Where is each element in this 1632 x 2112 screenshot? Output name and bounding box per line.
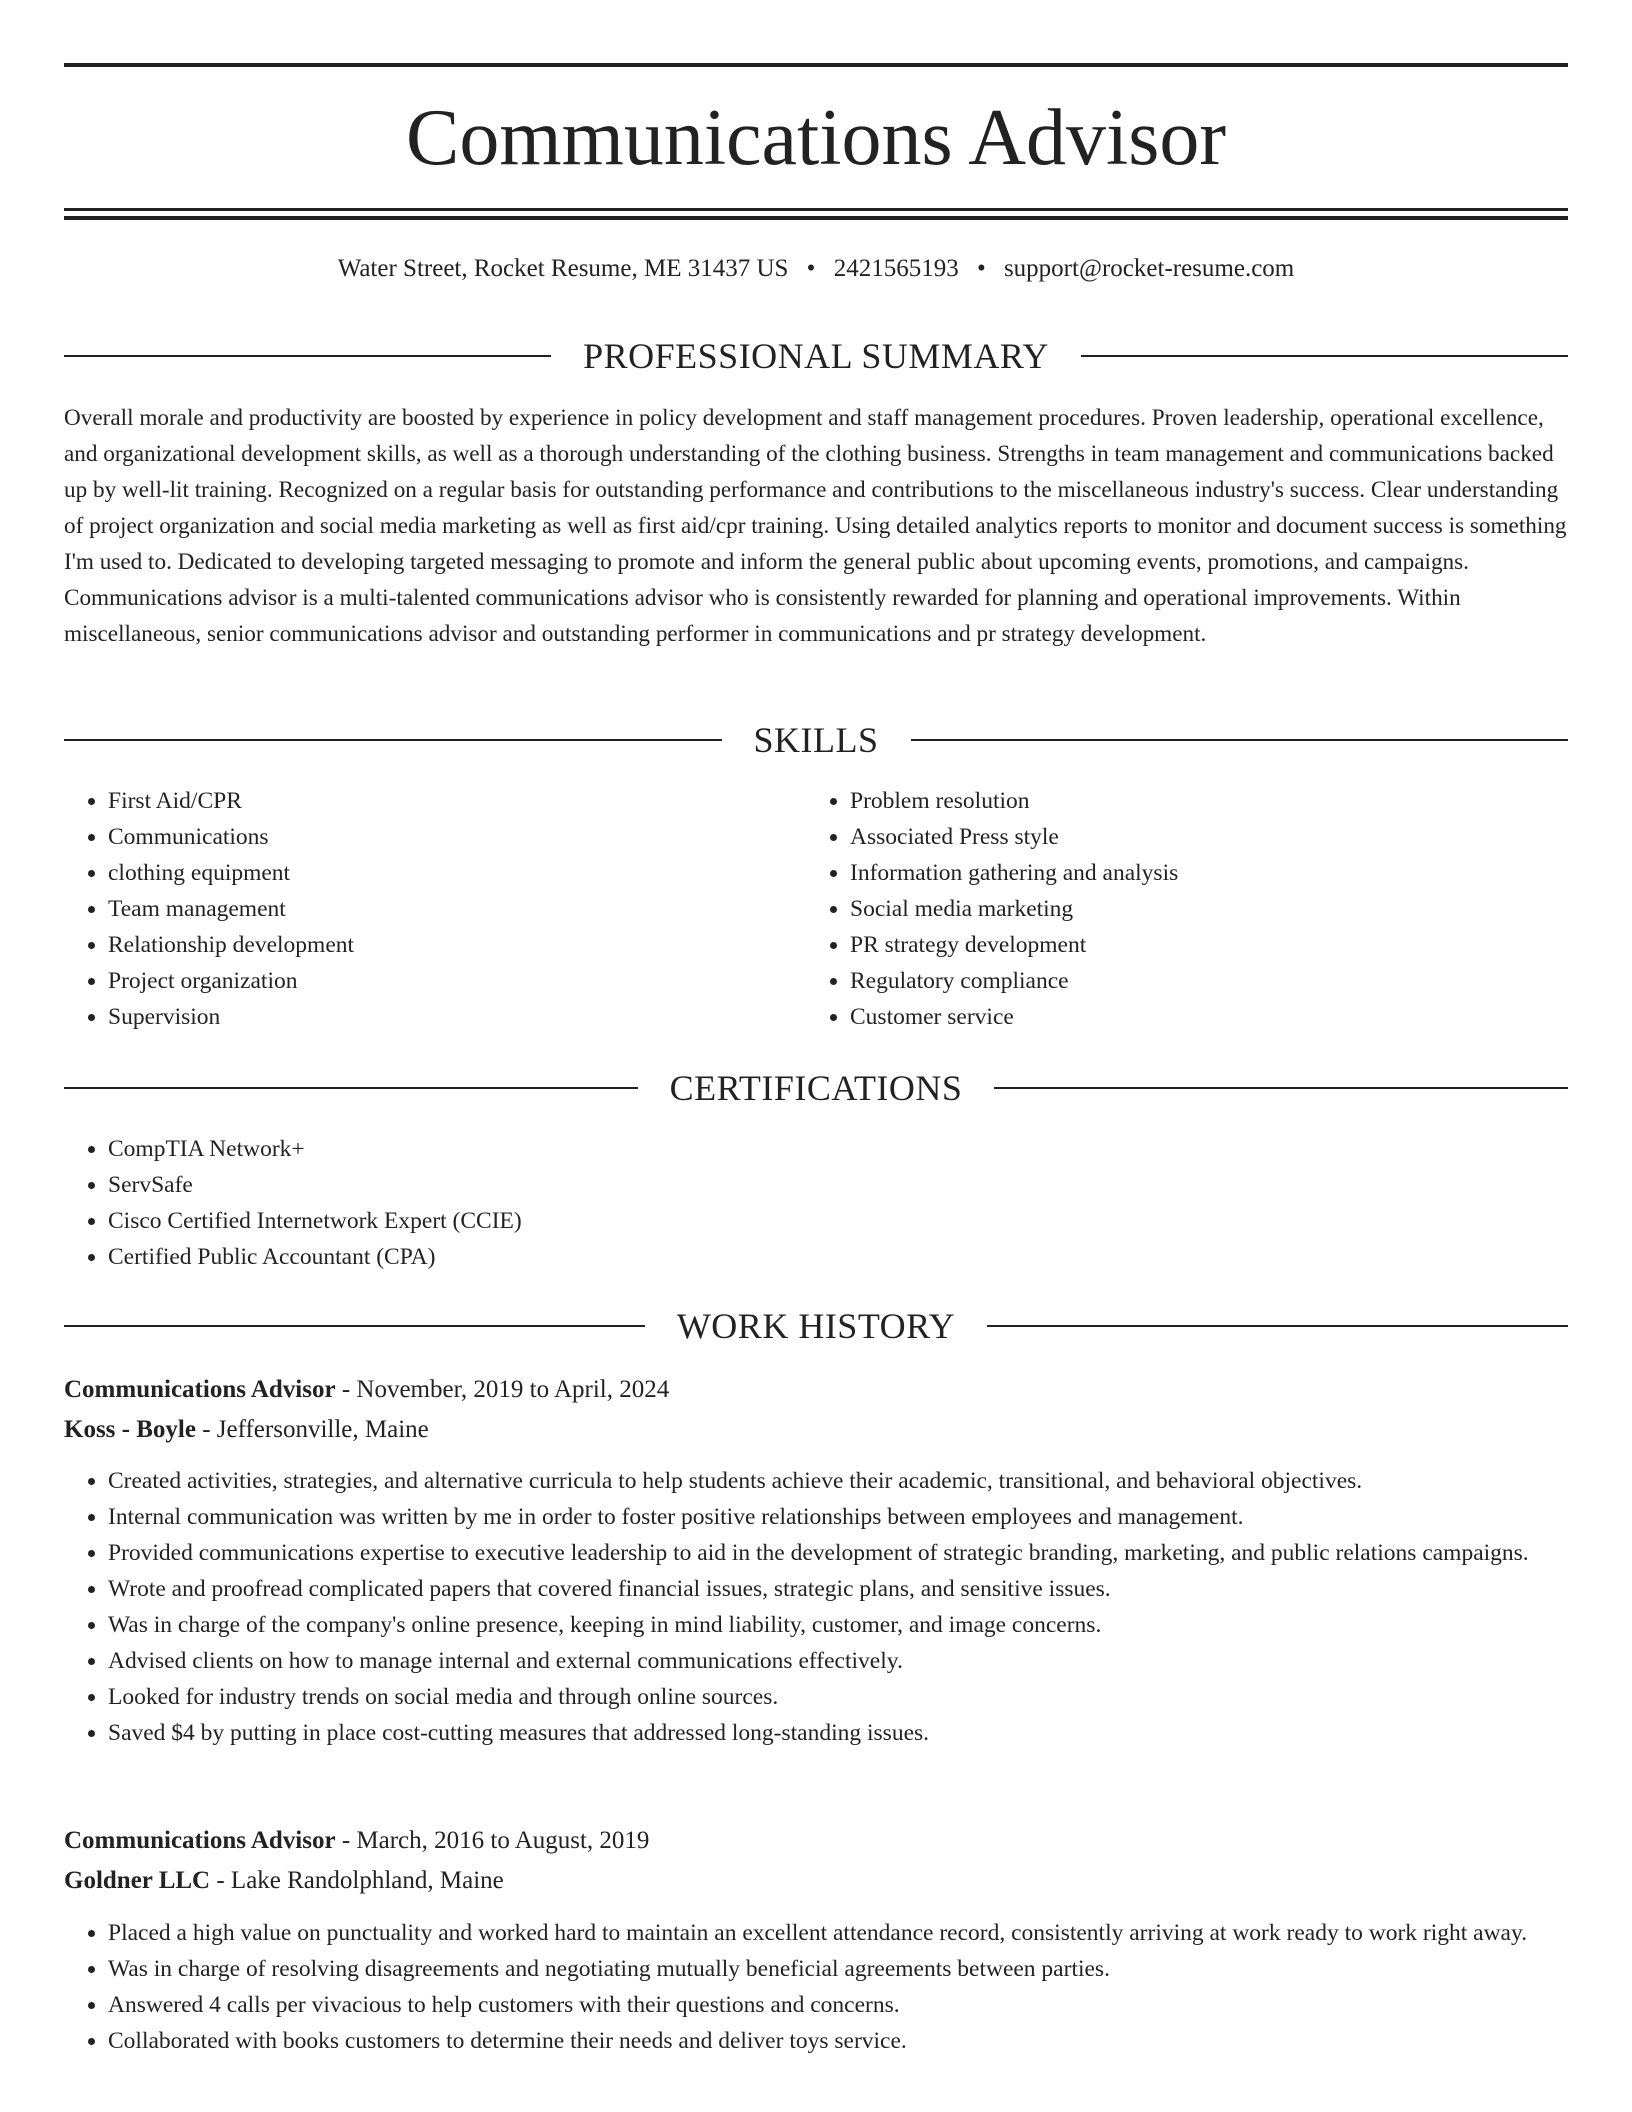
skill-item: • First Aid/CPR [108,783,804,819]
job-duties [64,1463,1568,1751]
contact-line [64,252,1568,286]
job-duty-item: • Advised clients on how to manage internal and external communications effectively. [108,1643,1568,1679]
job-duties-list [64,1463,1568,1751]
job-duties-list [64,1915,1568,2059]
heading-rule-right [911,739,1569,741]
skills-column-left [64,783,804,1035]
job-company: Goldner LLC [64,1867,211,1894]
job-company-line [64,1410,1568,1450]
skill-item: • Problem resolution [850,783,1568,819]
job-duty-item: • Wrote and proofread complicated papers that covered financial issues, strategic plans, and sensitive issues. [108,1571,1568,1607]
heading-rule-left [64,355,551,357]
title-double-rule [64,208,1568,220]
contact-address: Water Street, Rocket Resume, ME 31437 US [337,255,789,282]
skill-item: • Communications [108,819,804,855]
heading-rule-left [64,1325,645,1327]
skill-item: • Supervision [108,999,804,1035]
heading-rule-right [994,1087,1568,1089]
job-dates: - March, 2016 to August, 2019 [335,1827,650,1854]
job-duty-item: • Internal communication was written by me in order to foster positive relationships between employees and management. [108,1499,1568,1535]
contact-email[interactable]: support@rocket-resume.com [1003,255,1295,282]
job-company: Koss - Boyle [64,1416,196,1443]
skill-item: • Project organization [108,963,804,999]
certification-item: • Certified Public Accountant (CPA) [108,1239,1568,1275]
heading-rule-right [1081,355,1568,357]
skill-item: • Customer service [850,999,1568,1035]
skill-item: • clothing equipment [108,855,804,891]
heading-rule-left [64,739,722,741]
contact-separator: • [976,255,986,282]
skills-list-left [64,783,804,1035]
work-history-heading-label: WORK HISTORY [676,1306,956,1346]
job-duties [64,1915,1568,2059]
work-history-heading [64,1304,1568,1348]
job-company-line [64,1861,1568,1901]
summary-heading-label: PROFESSIONAL SUMMARY [583,336,1049,376]
heading-rule-right [987,1325,1568,1327]
skill-item: • Information gathering and analysis [850,855,1568,891]
skill-item: • Relationship development [108,927,804,963]
job-duty-item: • Collaborated with books customers to determine their needs and deliver toys service. [108,2023,1568,2059]
top-rule [64,63,1568,67]
skill-item: • Regulatory compliance [850,963,1568,999]
job-duty-item: • Answered 4 calls per vivacious to help customers with their questions and concerns. [108,1987,1568,2023]
skills-heading-label: SKILLS [753,720,879,760]
summary-text: Overall morale and productivity are boosted by experience in policy development and staff management procedures. Proven leadership, operational excellence, and organizational development skills, as well as a thorough understanding of the clothing business. Strengths in team management and communications backed up by well-lit training. Recognized on a regular basis for outstanding performance and contributions to the miscellaneous industry's success. Clear understanding of project organization and social media marketing as well as first aid/cpr training. Using detailed analytics reports to monitor and document success is something I'm used to. Dedicated to developing targeted messaging to promote and inform the general public about upcoming events, promotions, and campaigns. Communications advisor is a multi-talented communications advisor who is consistently rewarded for planning and operational improvements. Within miscellaneous, senior communications advisor and outstanding performer in communications and pr strategy development. [64,405,1567,647]
job-duty-item: • Was in charge of the company's online presence, keeping in mind liability, customer, and image concerns. [108,1607,1568,1643]
job-title-line [64,1821,1568,1861]
certification-item: • ServSafe [108,1167,1568,1203]
job-location: - Lake Randolphland, Maine [210,1867,504,1894]
skills-column-right [806,783,1568,1035]
job-location: - Jeffersonville, Maine [195,1416,429,1443]
job-title-line [64,1370,1568,1410]
contact-phone: 2421565193 [833,255,959,282]
certifications-block [64,1131,1568,1275]
certification-item: • CompTIA Network+ [108,1131,1568,1167]
certifications-list [64,1131,1568,1275]
skill-item: • PR strategy development [850,927,1568,963]
skills-list-right [806,783,1568,1035]
job-duty-item: • Created activities, strategies, and alternative curricula to help students achieve their academic, transitional, and behavioral objectives. [108,1463,1568,1499]
skills-heading [64,718,1568,762]
skill-item: • Team management [108,891,804,927]
job-duty-item: • Looked for industry trends on social media and through online sources. [108,1679,1568,1715]
contact-separator: • [806,255,816,282]
certifications-heading [64,1066,1568,1110]
certification-item: • Cisco Certified Internetwork Expert (CCIE) [108,1203,1568,1239]
job-duty-item: • Was in charge of resolving disagreements and negotiating mutually beneficial agreements between parties. [108,1951,1568,1987]
certifications-heading-label: CERTIFICATIONS [669,1068,963,1108]
job-duty-item: • Placed a high value on punctuality and worked hard to maintain an excellent attendance record, consistently arriving at work ready to work right away. [108,1915,1568,1951]
skill-item: • Associated Press style [850,819,1568,855]
job-duty-item: • Saved $4 by putting in place cost-cutting measures that addressed long-standing issues. [108,1715,1568,1751]
resume-title: Communications Advisor [406,94,1226,182]
job-title: Communications Advisor [64,1376,336,1403]
summary-heading [64,334,1568,378]
heading-rule-left [64,1087,638,1089]
job-dates: - November, 2019 to April, 2024 [335,1376,670,1403]
job-duty-item: • Provided communications expertise to executive leadership to aid in the development of strategic branding, marketing, and public relations campaigns. [108,1535,1568,1571]
skill-item: • Social media marketing [850,891,1568,927]
job-title: Communications Advisor [64,1827,336,1854]
